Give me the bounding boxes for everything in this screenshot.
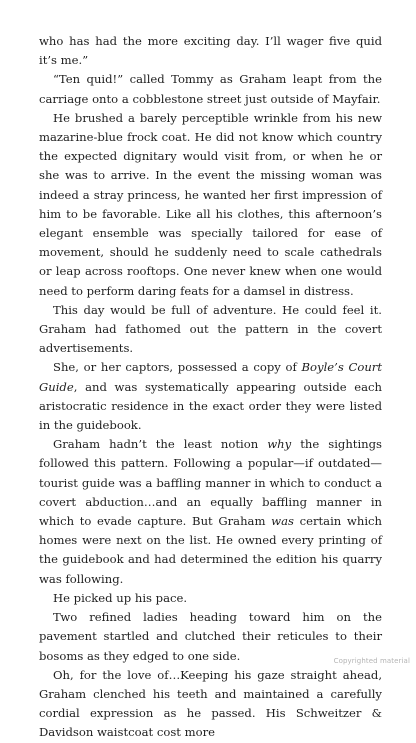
text-span: the sightings followed this pattern. Following a popular—if outdated—tourist guide was a baffling manner in which to conduct a covert abduction…and an equally baffling manner in which to evade capture. But Graham [39,437,383,529]
paragraph-boyles-guide [39,358,382,435]
paragraph: Oh, for the love of…Keeping his gaze straight ahead, Graham clenched his teeth and maintained a carefully cordial expression as he passed. His Schweitzer & Davidson waistcoat cost more [39,667,382,740]
paragraph: “Ten quid!” called Tommy as Graham leapt from the carriage onto a cobblestone street just outside of Mayfair. [39,72,382,106]
book-title-italic: Boyle’s Court Guide [39,360,382,394]
text-span: , and was systematically appearing outside each aristocratic residence in the exact order they were listed in the guidebook. [39,379,382,433]
copyright-watermark: Copyrighted material [333,657,410,665]
text-span: Graham hadn’t the least notion [53,437,268,452]
paragraph: who has had the more exciting day. I’ll wager five quid it’s me.” [39,34,382,68]
emphasis-italic: why [267,437,292,452]
paragraph: He picked up his pace. [53,590,188,605]
paragraph: He brushed a barely perceptible wrinkle from his new mazarine-blue frock coat. He did not know which country the expected dignitary would visit from, or when he or she was to arrive. In the event the missing woman was indeed a stray princess, he wanted her first impression of him to be favorable. Like all his clothes, this afternoon’s elegant ensemble was specially tailored for ease of movement, should he suddenly need to scale cathedrals or leap across rooftops. One never knew when one would need to perform daring feats for a damsel in distress. [39,110,382,298]
text-span: She, or her captors, possessed a copy of [53,360,302,375]
paragraph-pattern [39,435,382,589]
paragraph: Two refined ladies heading toward him on the pavement startled and clutched their reticules to their bosoms as they edged to one side. [39,610,382,663]
emphasis-italic: was [271,514,294,529]
book-page [39,32,382,743]
paragraph: This day would be full of adventure. He could feel it. Graham had fathomed out the pattern in the covert advertisements. [39,302,382,356]
text-span: certain which homes were next on the list. He owned every printing of the guidebook and had determined the edition his quarry was following. [39,514,382,586]
